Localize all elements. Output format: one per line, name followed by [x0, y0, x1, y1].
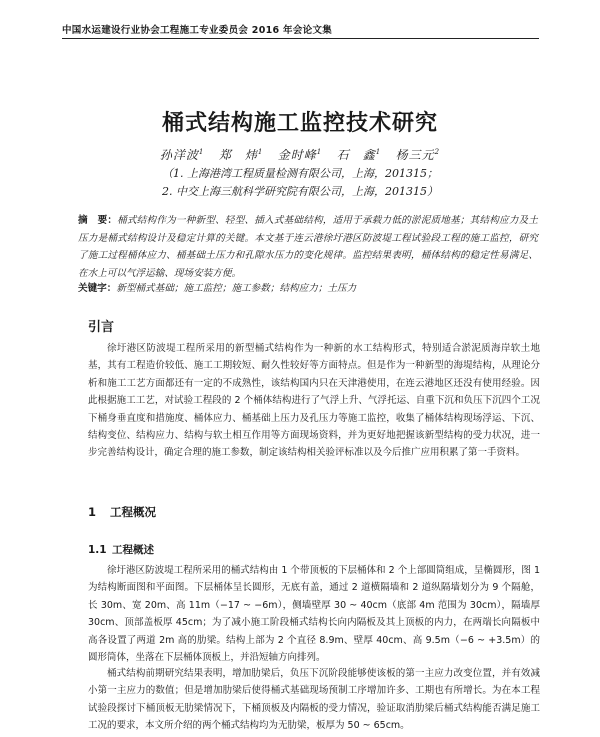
section-1-1-heading [88, 542, 154, 557]
affiliation-2: 2. 中交上海三航科学研究院有限公司，上海，201315） [162, 185, 438, 198]
header-rule [62, 38, 539, 39]
section-1-heading [88, 504, 156, 520]
section-1-1-paragraph-2: 桶式结构前期研究结果表明，增加肋梁后，负压下沉阶段能够使该板的第一主应力改变位置，并有效减小第一主应力的数值；但是增加肋梁后使得桶式基础现场预制工序增加许多、工期也有所增长。为在本工程试验段探讨下桶顶板无肋梁情况下，下桶顶板及内隔板的受力情况，验证取消肋梁后桶式结构能否满足施工工况的要求，本文所介绍的两个桶式结构均为无肋梁，板厚为 50 ~ 65cm。 [88, 668, 540, 732]
author-name: 郑 炜 [218, 148, 258, 162]
abstract-text: 桶式结构作为一种新型、轻型、插入式基础结构，适用于承载力低的淤泥质地基；其结构应力及土压力是桶式结构设计及稳定计算的关键。本文基于连云港徐圩港区防波堤工程试验段工程的施工监控，研究了施工过程桶体应力、桶基础土压力和孔隙水压力的变化规律。监控结果表明，桶体结构的稳定性易满足、在水上可以气浮运输、现场安装方便。 [78, 215, 539, 279]
abstract-label: 摘 要： [78, 215, 118, 226]
intro-paragraph: 徐圩港区防波堤工程所采用的新型桶式结构作为一种新的水工结构形式，特别适合淤泥质海岸软土地基，其有工程造价较低、施工工期较短、耐久性较好等方面特点。但是作为一种新型的海堤结构，从理论分析和施工工艺方面都还有一定的不成熟性，该结构国内只在天津港使用，在连云港地区还没有使用经验。因此根据施工工艺，对试验工程段的 2 个桶体结构进行了气浮上升、气浮托运、自重下沉和负压下沉四个工况下桶身垂直度和措施度、桶体应力、桶基础上压力及孔压力等施工监控，收集了桶体结构现场浮运、下沉、结构变位、结构应力、结构与软土相互作用等方面现场资料，并为更好地把握该新型结构的受力状况，进一步完善结构设计，确定合理的施工参数，制定该结构相关验评标准以及今后推广应用积累了第一手资料。 [88, 343, 540, 459]
paper-title: 桶式结构施工监控技术研究 [161, 111, 438, 136]
author-name: 孙洋波 [159, 148, 199, 162]
author-affil-mark: 1 [375, 148, 382, 156]
section-number: 1 [88, 505, 97, 519]
author-affil-mark: 1 [316, 148, 323, 156]
keywords-label: 关键字： [78, 283, 117, 294]
abstract [78, 212, 538, 282]
author-affil-mark: 1 [198, 148, 205, 156]
section-number: 1.1 [88, 544, 107, 556]
author-affil-mark: 1 [257, 148, 264, 156]
keywords [78, 280, 538, 294]
affiliation-1: （1. 上海港湾工程质量检测有限公司，上海，201315； [162, 167, 438, 180]
author-name: 石 鑫 [336, 148, 376, 162]
intro-heading: 引言 [88, 320, 115, 335]
author-list [0, 146, 600, 163]
section-1-1-paragraph-1: 徐圩港区防波堤工程所采用的桶式结构由 1 个带顶板的下层桶体和 2 个上部圆筒组成，呈椭圆形，图 1 为结构断面图和平面图。下层桶体呈长圆形，无底有盖，通过 2 道横隔墙和 2 道纵隔墙划分为 9 个隔舱，长 30m、宽 20m、高 11m（−17 ~ −6m），侧墙壁厚 30 ~ 40cm（底部 4m 范围为 30cm），隔墙厚 30cm、顶部盖板厚 45cm；为了减小施工阶段桶式结构长向内隔板及其上顶板的内力，在两端长向隔板中高各设置了两道 2m 高的肋梁。结构上部为 2 个直径 8.9m、壁厚 40cm、高 9.5m（−6 ~ +3.5m）的圆形筒体，坐落在下层桶体顶板上，并沿短轴方向排列。 [88, 565, 540, 664]
section-title: 工程概述 [112, 544, 154, 556]
running-header: 中国水运建设行业协会工程施工专业委员会 2016 年会论文集 [62, 25, 333, 36]
author-name: 杨三元 [395, 148, 435, 162]
author-name: 金时峰 [277, 148, 317, 162]
keywords-text: 新型桶式基础；施工监控；施工参数；结构应力；土压力 [116, 283, 357, 294]
author-affil-mark: 2 [434, 148, 441, 156]
section-title: 工程概况 [110, 505, 156, 519]
